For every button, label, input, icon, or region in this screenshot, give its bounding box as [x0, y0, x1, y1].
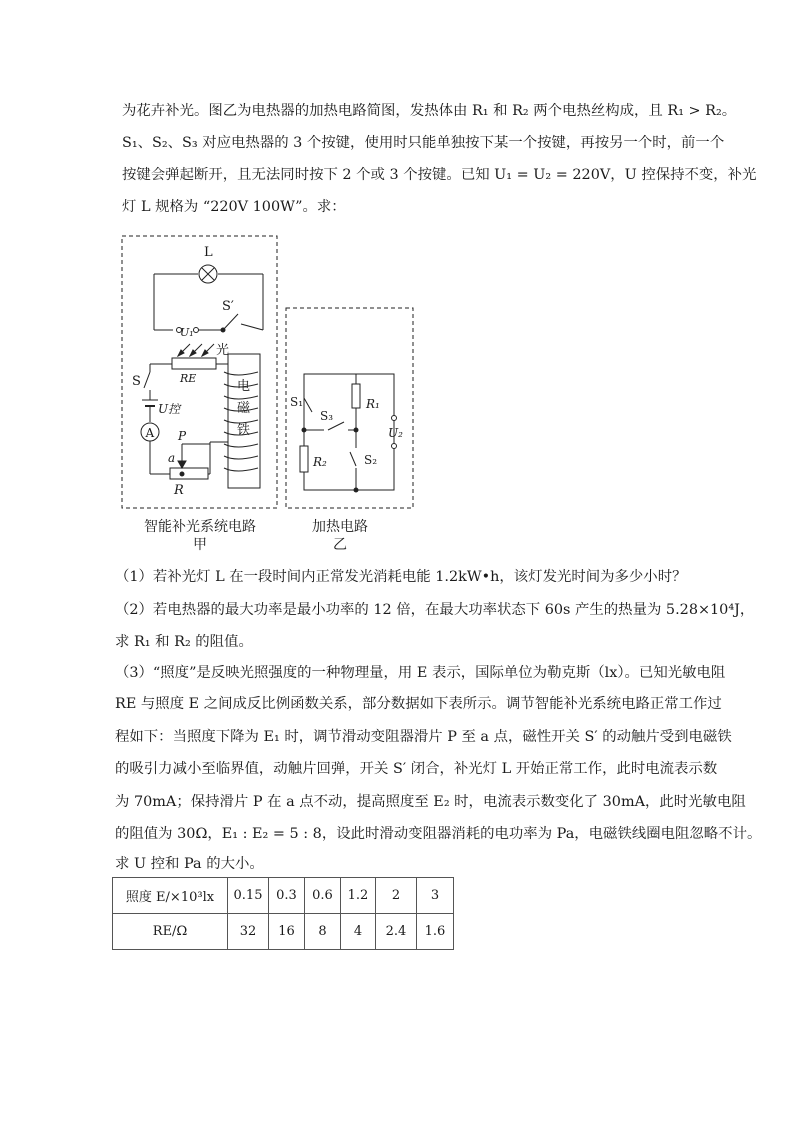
table-cell: 16 — [269, 914, 305, 950]
label-s: S — [132, 374, 141, 389]
circuit-figure — [118, 232, 418, 552]
label-ammeter: A — [145, 426, 155, 440]
table-header-illuminance: 照度 E/×10³lx — [113, 878, 228, 914]
label-u2: U₂ — [388, 426, 403, 440]
label-electromagnet-1: 电 — [237, 379, 251, 394]
question-1: （1）若补光灯 L 在一段时间内正常发光消耗电能 1.2kW•h，该灯发光时间为多少小时？ — [115, 569, 687, 585]
label-r2: R₂ — [313, 455, 327, 469]
label-re: RE — [180, 372, 197, 385]
label-s3: S₃ — [320, 409, 334, 423]
table-cell: 2.4 — [376, 914, 417, 950]
question-2-line-2: 求 R₁ 和 R₂ 的阻值。 — [115, 634, 253, 650]
caption-left-title: 智能补光系统电路 — [144, 519, 256, 535]
table-cell: 3 — [417, 878, 454, 914]
question-2-line-1: （2）若电热器的最大功率是最小功率的 12 倍，在最大功率状态下 60s 产生的热量为 5.28×10⁴J， — [115, 602, 755, 618]
caption-right-sub: 乙 — [333, 537, 347, 553]
question-3-line-6: 的阻值为 30Ω，E₁ : E₂ = 5 : 8，设此时滑动变阻器消耗的电功率为 Pa，电磁铁线圈电阻忽略不计。 — [115, 826, 762, 842]
table-header-resistance: RE/Ω — [113, 914, 228, 950]
label-u1: U₁ — [180, 326, 194, 339]
illuminance-table — [112, 877, 454, 950]
question-3-line-4: 的吸引力减小至临界值，动触片回弹，开关 S′ 闭合，补光灯 L 开始正常工作，此时电流表示数 — [115, 761, 718, 777]
label-light: 光 — [216, 343, 230, 358]
table-cell: 0.15 — [228, 878, 269, 914]
table-cell: 2 — [376, 878, 417, 914]
label-u-ctrl: U控 — [158, 402, 181, 416]
paragraph-line-2: S₁、S₂、S₃ 对应电热器的 3 个按键，使用时只能单独按下某一个按键，再按另一个时，前一个 — [122, 135, 725, 151]
label-electromagnet-3: 铁 — [237, 423, 251, 438]
paragraph-line-1: 为花卉补光。图乙为电热器的加热电路简图，发热体由 R₁ 和 R₂ 两个电热丝构成，且 R₁ > R₂。 — [122, 103, 737, 119]
caption-right-title: 加热电路 — [312, 519, 368, 535]
label-electromagnet-2: 磁 — [237, 401, 251, 416]
label-s-prime: S′ — [222, 299, 234, 314]
question-3-line-5: 为 70mA；保持滑片 P 在 a 点不动，提高照度至 E₂ 时，电流表示数变化了 30mA，此时光敏电阻 — [115, 794, 746, 810]
question-3-line-2: RE 与照度 E 之间成反比例函数关系，部分数据如下表所示。调节智能补光系统电路正常工作过 — [115, 696, 722, 712]
label-p: P — [178, 429, 187, 443]
question-3-line-1: （3）“照度”是反映光照强度的一种物理量，用 E 表示，国际单位为勒克斯（lx）。已知光敏电阻 — [115, 665, 726, 681]
table-cell: 1.6 — [417, 914, 454, 950]
table-row — [113, 878, 454, 914]
label-a: a — [168, 451, 176, 465]
label-r1: R₁ — [366, 397, 380, 411]
question-3-line-3: 程如下：当照度下降为 E₁ 时，调节滑动变阻器滑片 P 至 a 点，磁性开关 S′ 的动触片受到电磁铁 — [115, 729, 732, 745]
question-3-line-7: 求 U 控和 Pa 的大小。 — [115, 856, 264, 872]
table-cell: 1.2 — [341, 878, 376, 914]
paragraph-line-3: 按键会弹起断开，且无法同时按下 2 个或 3 个按键。已知 U₁ = U₂ = 220V，U 控保持不变，补光 — [122, 167, 757, 183]
paragraph-line-4: 灯 L 规格为 “220V 100W”。求： — [122, 199, 346, 215]
table-cell: 0.6 — [305, 878, 341, 914]
label-s1: S₁ — [290, 395, 304, 409]
label-s2: S₂ — [364, 453, 378, 467]
label-r: R — [174, 483, 184, 498]
label-lamp: L — [204, 245, 213, 260]
table-cell: 32 — [228, 914, 269, 950]
table-cell: 4 — [341, 914, 376, 950]
table-row — [113, 914, 454, 950]
caption-left-sub: 甲 — [193, 537, 207, 553]
table-cell: 0.3 — [269, 878, 305, 914]
table-cell: 8 — [305, 914, 341, 950]
